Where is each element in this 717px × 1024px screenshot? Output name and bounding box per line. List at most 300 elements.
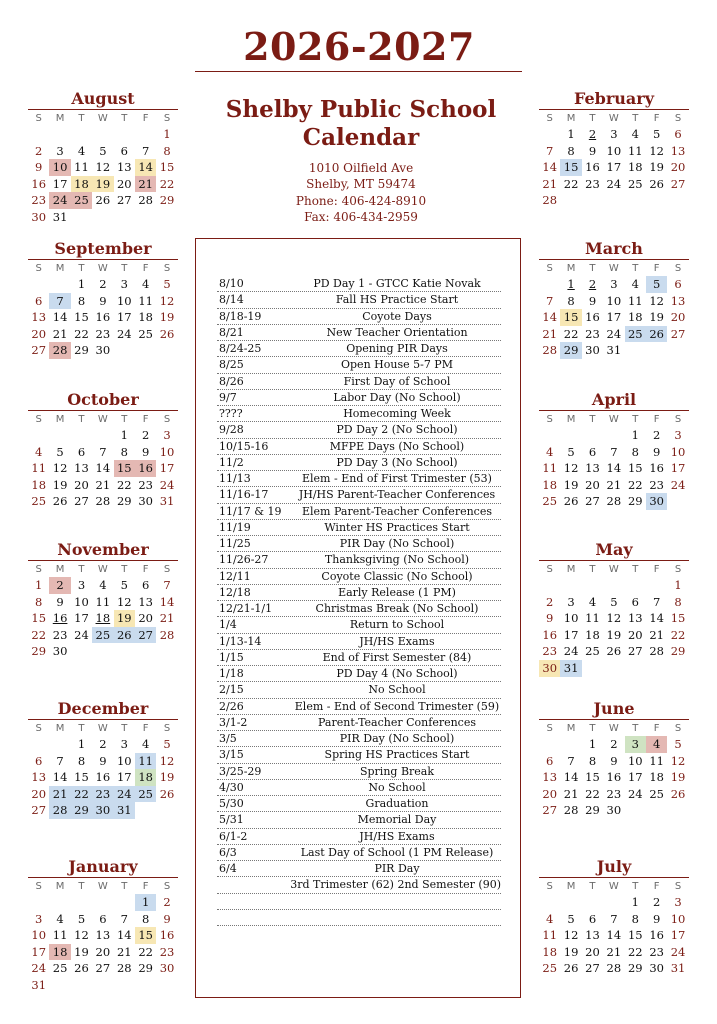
- day-cell: 10: [563, 611, 579, 626]
- day-cell: 23: [606, 786, 622, 801]
- weekday-label: W: [608, 564, 619, 575]
- day-cell: 17: [606, 160, 622, 175]
- day-cell: 10: [159, 444, 175, 459]
- event-row: [217, 812, 501, 828]
- day-cell: 16: [649, 928, 664, 943]
- weekday-label: S: [674, 113, 682, 124]
- weekday-label: F: [142, 564, 149, 575]
- empty-cell: [71, 427, 92, 444]
- event-date: 5/30: [219, 797, 244, 810]
- day-cell: 3: [625, 736, 646, 753]
- day-cell: 28: [649, 644, 664, 659]
- day-cell: 8: [35, 594, 43, 609]
- day-cell: 25: [92, 627, 113, 644]
- day-cell: 18: [627, 160, 643, 175]
- day-cell: 4: [646, 736, 667, 753]
- weekday-label: S: [35, 263, 42, 274]
- day-cell: 9: [588, 143, 597, 158]
- event-name: Spring HS Practices Start: [324, 748, 470, 762]
- day-cell: 2: [99, 277, 107, 291]
- weekday-label: F: [653, 113, 660, 124]
- weekday-label: S: [674, 723, 682, 734]
- event-row: [217, 585, 501, 601]
- event-date: 11/13: [219, 472, 251, 485]
- month-october: [28, 390, 178, 510]
- weekday-label: S: [35, 414, 42, 425]
- day-cell: 5: [56, 444, 64, 459]
- day-cell: 28: [49, 342, 70, 359]
- day-cell: 15: [135, 927, 156, 944]
- day-cell: 7: [49, 293, 70, 310]
- day-cell: 8: [674, 594, 682, 609]
- weekday-label: T: [589, 414, 596, 425]
- day-cell: 16: [649, 461, 664, 476]
- day-cell: 2: [99, 737, 107, 751]
- day-cell: 10: [627, 753, 643, 768]
- event-name: 3rd Trimester (62) 2nd Semester (90): [290, 878, 501, 892]
- day-cell: 14: [606, 461, 622, 476]
- event-row: [217, 682, 501, 698]
- day-cell: 25: [625, 326, 646, 343]
- day-cell: 10: [74, 594, 89, 609]
- empty-cell: [28, 894, 49, 911]
- day-cell: 6: [99, 911, 107, 926]
- day-cell: 9: [56, 594, 64, 609]
- event-row: [217, 455, 501, 471]
- day-cell: 2: [652, 428, 661, 442]
- month-september: [28, 239, 178, 359]
- weekday-header: [539, 721, 689, 736]
- day-cell: 11: [31, 461, 47, 476]
- event-name: PIR Day (No School): [339, 537, 455, 550]
- event-name: PD Day 2 (No School): [336, 423, 458, 437]
- day-cell: 3: [120, 737, 128, 751]
- day-cell: 15: [585, 770, 600, 785]
- day-cell: 10: [116, 753, 132, 768]
- day-cell: 15: [627, 928, 643, 943]
- day-cell: 13: [585, 461, 600, 476]
- weekday-label: M: [55, 723, 65, 734]
- day-cell: 20: [542, 786, 558, 801]
- day-cell: 11: [585, 611, 600, 626]
- day-cell: 2: [546, 594, 554, 609]
- day-cell: 2: [652, 895, 661, 909]
- weekday-label: T: [78, 113, 85, 124]
- event-name: Opening PIR Days: [346, 342, 448, 355]
- day-cell: 11: [542, 928, 558, 943]
- day-cell: 17: [670, 461, 686, 476]
- day-cell: 30: [31, 209, 47, 224]
- weekday-label: F: [142, 881, 149, 892]
- day-cell: 20: [585, 477, 600, 492]
- month-august: [28, 89, 178, 226]
- empty-cell: [539, 736, 560, 753]
- day-cell: 28: [563, 803, 579, 818]
- event-date: 3/25-29: [219, 764, 262, 778]
- day-cell: 5: [567, 911, 575, 926]
- weekday-label: S: [35, 881, 42, 892]
- month-march: [539, 239, 689, 359]
- weekday-label: M: [566, 723, 576, 734]
- day-cell: 26: [95, 193, 111, 208]
- day-cell: 27: [627, 644, 643, 659]
- day-cell: 1: [35, 578, 43, 592]
- day-cell: 2: [35, 143, 43, 158]
- day-cell: 6: [674, 127, 682, 141]
- day-cell: 3: [77, 578, 86, 592]
- event-row: [217, 341, 501, 357]
- day-cell: 20: [138, 611, 153, 626]
- day-cell: 7: [120, 911, 128, 926]
- day-cell: 31: [114, 802, 135, 819]
- event-name: Open House 5-7 PM: [341, 358, 453, 372]
- day-cell: 28: [49, 802, 70, 819]
- day-cell: 23: [585, 326, 600, 341]
- weekday-label: W: [608, 881, 619, 892]
- day-cell: 27: [670, 326, 686, 341]
- weekday-label: S: [546, 723, 553, 734]
- day-cell: 24: [606, 176, 622, 191]
- weekday-label: T: [121, 263, 128, 274]
- school-name-line-1: Shelby Public School: [225, 96, 497, 123]
- day-cell: 13: [138, 594, 153, 609]
- day-cell: 23: [159, 944, 175, 959]
- day-cell: 24: [159, 477, 175, 492]
- day-cell: 24: [627, 786, 643, 801]
- day-cell: 4: [631, 277, 639, 291]
- day-grid: [28, 894, 178, 994]
- day-cell: 17: [116, 770, 132, 785]
- event-row: [217, 764, 501, 780]
- day-cell: 16: [159, 928, 175, 943]
- day-cell: 31: [31, 977, 47, 992]
- day-cell: 11: [74, 160, 89, 175]
- day-cell: 3: [610, 277, 618, 291]
- day-cell: 29: [627, 961, 643, 976]
- event-row: [217, 650, 501, 666]
- day-cell: 10: [670, 444, 686, 459]
- day-cell: 19: [670, 770, 686, 785]
- day-cell: 21: [649, 627, 664, 642]
- day-cell: 24: [606, 326, 622, 341]
- day-cell: 26: [606, 644, 622, 659]
- empty-cell: [71, 894, 92, 911]
- day-grid: [28, 736, 178, 819]
- day-cell: 4: [35, 444, 43, 459]
- day-cell: 4: [546, 911, 554, 926]
- day-cell: 27: [74, 494, 89, 509]
- weekday-label: F: [142, 263, 149, 274]
- day-cell: 29: [560, 342, 581, 359]
- event-name: Fall HS Practice Start: [335, 293, 459, 307]
- weekday-label: W: [97, 564, 108, 575]
- day-cell: 18: [49, 944, 70, 961]
- day-cell: 6: [35, 293, 43, 308]
- day-cell: 20: [74, 477, 89, 492]
- day-cell: 30: [52, 644, 68, 659]
- day-cell: 18: [649, 770, 664, 785]
- day-grid: [539, 276, 689, 359]
- day-cell: 20: [95, 944, 111, 959]
- weekday-label: W: [608, 414, 619, 425]
- day-cell: 29: [71, 802, 92, 819]
- weekday-label: T: [632, 564, 639, 575]
- day-cell: 26: [563, 494, 579, 509]
- day-cell: 11: [649, 753, 664, 768]
- day-cell: 3: [163, 428, 171, 442]
- event-row: [217, 731, 501, 747]
- event-name: New Teacher Orientation: [326, 325, 468, 339]
- day-cell: 11: [52, 928, 68, 943]
- day-cell: 3: [567, 594, 575, 609]
- weekday-label: S: [163, 723, 171, 734]
- weekday-label: S: [163, 263, 171, 274]
- day-cell: 6: [588, 911, 597, 926]
- event-name: Memorial Day: [357, 813, 437, 827]
- day-cell: 24: [31, 961, 47, 976]
- empty-cell: [71, 126, 92, 143]
- event-blank-row: [217, 910, 501, 926]
- weekday-label: S: [674, 263, 682, 274]
- month-january: [28, 857, 178, 994]
- day-cell: 16: [31, 176, 47, 191]
- day-cell: 13: [95, 928, 111, 943]
- empty-cell: [603, 894, 624, 911]
- empty-cell: [539, 427, 560, 444]
- empty-cell: [560, 427, 581, 444]
- day-cell: 21: [159, 611, 175, 626]
- weekday-header: [539, 879, 689, 894]
- event-name: JH/HS Exams: [359, 634, 435, 648]
- day-cell: 22: [627, 944, 643, 959]
- day-cell: 28: [116, 961, 132, 976]
- event-date: 12/21-1/1: [219, 602, 273, 615]
- day-cell: 8: [77, 293, 86, 308]
- day-cell: 14: [135, 159, 156, 176]
- day-grid: [539, 126, 689, 209]
- event-row: [217, 780, 501, 796]
- empty-cell: [92, 427, 113, 444]
- day-cell: 27: [542, 803, 558, 818]
- day-cell: 13: [31, 770, 47, 785]
- event-row: [217, 520, 501, 536]
- day-cell: 19: [649, 310, 664, 325]
- day-cell: 5: [646, 276, 667, 293]
- day-cell: 8: [163, 143, 171, 158]
- event-row: [217, 666, 501, 682]
- weekday-label: M: [55, 263, 65, 274]
- day-cell: 18: [71, 176, 92, 193]
- calendar-year-title: 2026-2027: [243, 24, 475, 69]
- empty-cell: [646, 577, 667, 594]
- day-cell: 4: [588, 594, 597, 609]
- day-cell: 6: [588, 444, 597, 459]
- day-cell: 8: [120, 444, 128, 459]
- day-cell: 27: [135, 627, 156, 644]
- day-cell: 28: [606, 961, 622, 976]
- day-cell: 29: [159, 193, 175, 208]
- event-row: [217, 634, 501, 650]
- event-name: Winter HS Practices Start: [324, 520, 470, 534]
- day-cell: 9: [588, 293, 597, 308]
- weekday-label: T: [632, 113, 639, 124]
- day-cell: 25: [71, 192, 92, 209]
- event-name: No School: [368, 683, 426, 697]
- month-name: May: [539, 540, 689, 561]
- day-cell: 20: [116, 176, 132, 191]
- empty-cell: [560, 577, 581, 594]
- empty-cell: [49, 276, 70, 293]
- weekday-label: M: [566, 564, 576, 575]
- day-cell: 10: [31, 928, 47, 943]
- day-cell: 4: [546, 444, 554, 459]
- day-cell: 13: [116, 160, 132, 175]
- event-date: 12/11: [219, 569, 251, 583]
- day-cell: 21: [49, 786, 70, 803]
- weekday-label: S: [546, 564, 553, 575]
- day-grid: [539, 894, 689, 977]
- event-date: 6/4: [219, 862, 237, 875]
- event-name: First Day of School: [343, 374, 451, 388]
- day-cell: 8: [631, 444, 639, 459]
- weekday-label: S: [163, 564, 171, 575]
- day-cell: 5: [163, 737, 171, 751]
- day-cell: 1: [588, 737, 597, 751]
- month-name: April: [539, 390, 689, 411]
- day-cell: 15: [159, 160, 175, 175]
- day-cell: 9: [99, 753, 107, 768]
- weekday-label: F: [653, 564, 660, 575]
- day-cell: 11: [542, 461, 558, 476]
- day-cell: 16: [585, 310, 600, 325]
- weekday-label: S: [674, 414, 682, 425]
- event-date: 11/2: [219, 455, 244, 469]
- day-cell: 16: [542, 627, 558, 642]
- event-row: [217, 487, 501, 503]
- day-cell: 1: [631, 895, 639, 909]
- day-cell: 19: [114, 610, 135, 627]
- day-cell: 4: [631, 127, 639, 141]
- day-cell: 18: [542, 944, 558, 959]
- day-cell: 15: [31, 611, 47, 626]
- day-cell: 14: [542, 310, 558, 325]
- event-date: 11/17 & 19: [219, 504, 282, 518]
- event-date: 10/15-16: [219, 439, 269, 453]
- day-grid: [28, 577, 178, 660]
- day-cell: 7: [652, 594, 661, 609]
- day-cell: 26: [159, 326, 175, 341]
- day-cell: 12: [649, 293, 664, 308]
- day-cell: 27: [31, 343, 47, 358]
- event-row: [217, 422, 501, 438]
- weekday-label: F: [653, 723, 660, 734]
- day-cell: 5: [674, 737, 682, 751]
- empty-cell: [560, 894, 581, 911]
- event-name: Return to School: [349, 618, 445, 632]
- month-july: [539, 857, 689, 977]
- weekday-label: T: [632, 263, 639, 274]
- month-april: [539, 390, 689, 510]
- event-name: JH/HS Exams: [359, 829, 435, 843]
- empty-cell: [582, 427, 603, 444]
- empty-cell: [49, 427, 70, 444]
- day-cell: 15: [74, 310, 89, 325]
- empty-cell: [92, 894, 113, 911]
- weekday-label: M: [566, 113, 576, 124]
- event-date: ????: [219, 407, 243, 420]
- day-cell: 2: [588, 127, 597, 141]
- event-date: 11/26-27: [219, 553, 269, 567]
- day-cell: 7: [99, 444, 107, 459]
- weekday-label: T: [589, 564, 596, 575]
- month-name: July: [539, 857, 689, 878]
- day-cell: 12: [74, 928, 89, 943]
- weekday-label: M: [566, 263, 576, 274]
- weekday-label: W: [97, 263, 108, 274]
- day-cell: 6: [141, 578, 150, 592]
- weekday-header: [539, 111, 689, 126]
- day-cell: 30: [585, 343, 600, 358]
- day-cell: 21: [116, 944, 132, 959]
- day-cell: 7: [546, 143, 554, 158]
- day-cell: 25: [138, 326, 153, 341]
- day-cell: 21: [135, 176, 156, 193]
- day-cell: 16: [95, 310, 111, 325]
- event-row: [217, 504, 501, 520]
- event-name: Parent-Teacher Conferences: [318, 715, 476, 729]
- day-cell: 22: [563, 176, 579, 191]
- event-name: MFPE Days (No School): [329, 439, 465, 453]
- day-cell: 17: [116, 310, 132, 325]
- day-cell: 26: [159, 786, 175, 801]
- event-name: Homecoming Week: [343, 407, 451, 420]
- event-name: Elem Parent-Teacher Conferences: [302, 504, 492, 518]
- event-date: 11/19: [219, 520, 251, 534]
- day-cell: 27: [116, 193, 132, 208]
- empty-cell: [49, 126, 70, 143]
- school-name: [196, 96, 526, 152]
- weekday-label: T: [589, 881, 596, 892]
- day-cell: 14: [116, 928, 132, 943]
- day-cell: 22: [670, 627, 686, 642]
- day-cell: 26: [646, 326, 667, 343]
- day-cell: 12: [95, 160, 111, 175]
- day-cell: 4: [56, 911, 64, 926]
- event-row: [217, 617, 501, 633]
- event-date: 8/24-25: [219, 342, 262, 355]
- event-name: PD Day 1 - GTCC Katie Novak: [313, 277, 481, 290]
- event-date: 6/3: [219, 845, 237, 859]
- day-cell: 27: [95, 961, 111, 976]
- day-cell: 17: [159, 461, 175, 476]
- day-cell: 8: [567, 143, 575, 158]
- event-name: PIR Day (No School): [339, 732, 455, 745]
- day-cell: 5: [610, 594, 618, 609]
- weekday-label: T: [632, 414, 639, 425]
- day-cell: 3: [674, 895, 682, 909]
- weekday-header: [539, 412, 689, 427]
- day-cell: 10: [606, 143, 622, 158]
- day-cell: 4: [77, 143, 86, 158]
- day-cell: 19: [606, 627, 622, 642]
- day-cell: 31: [159, 494, 175, 509]
- day-cell: 19: [52, 477, 68, 492]
- day-cell: 31: [670, 961, 686, 976]
- day-cell: 20: [585, 944, 600, 959]
- day-cell: 30: [138, 494, 153, 509]
- event-date: 1/4: [219, 618, 237, 632]
- day-cell: 18: [135, 769, 156, 786]
